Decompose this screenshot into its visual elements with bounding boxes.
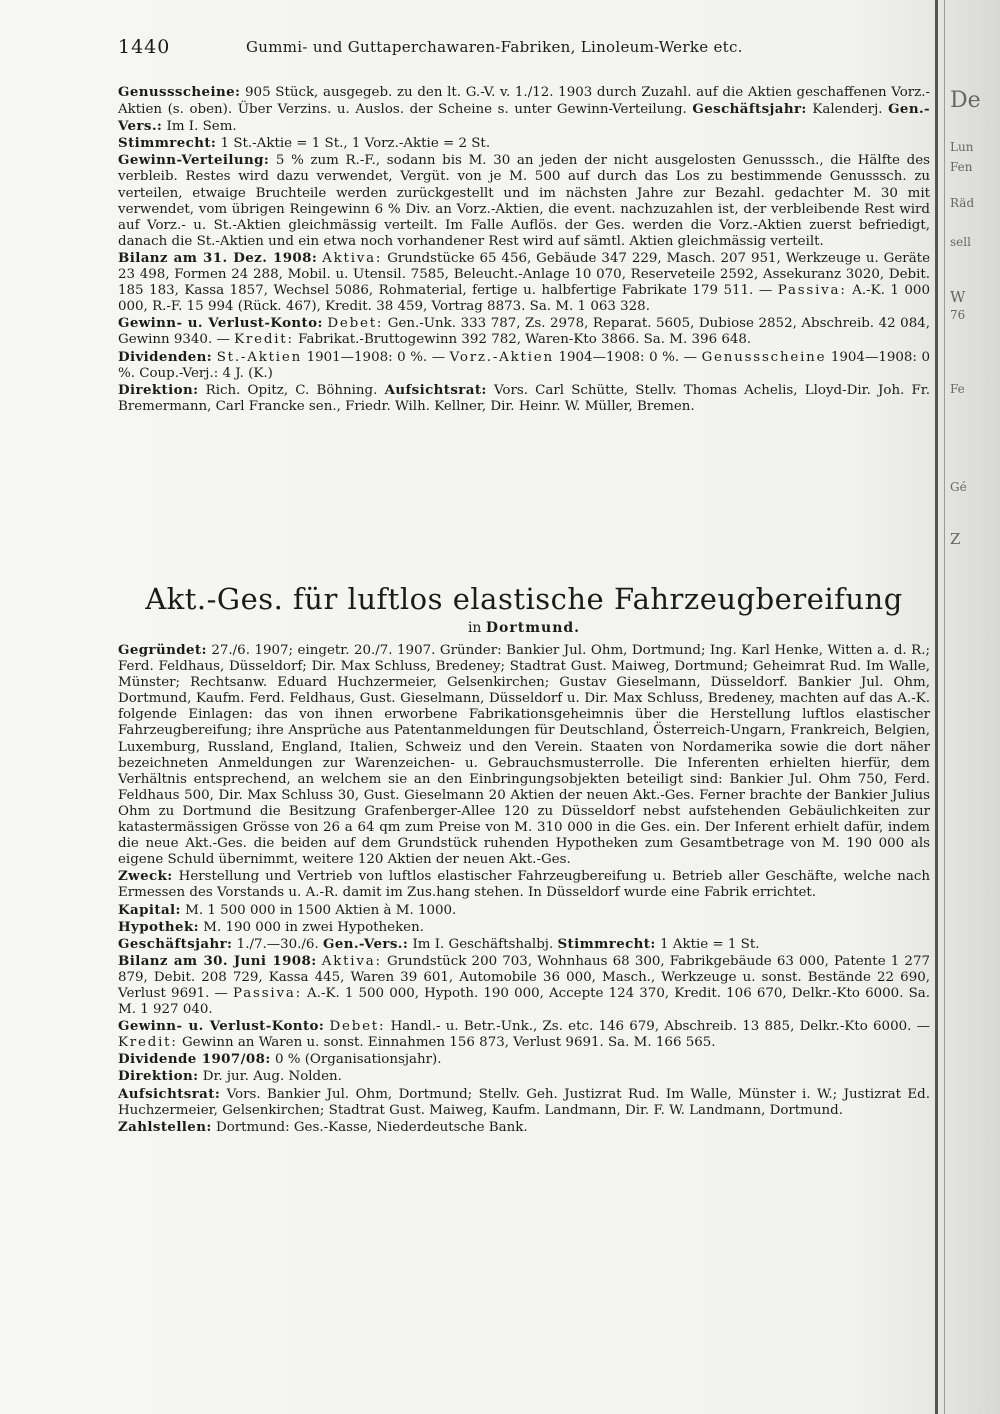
page-header (118, 36, 938, 60)
adjacent-page-fragment: Z (950, 530, 961, 548)
paragraph-kapital: Kapital: M. 1 500 000 in 1500 Aktien à M. 1000. (118, 901, 457, 918)
adjacent-page-fragment: Fen (950, 160, 973, 174)
paragraph-direktion: Direktion: Rich. Opitz, C. Böhning. Aufsichtsrat: Vors. Carl Schütte, Stellv. Thomas Achelis, Lloyd-Dir. Joh. Fr. Bremermann, Carl Francke sen., Friedr. Wilh. Kellner, Dir. Heinr. W. Müller, Bremen. (118, 381, 930, 414)
paragraph-dividenden: Dividenden: St.-Aktien 1901—1908: 0 %. — Vorz.-Aktien 1904—1908: 0 %. — Genussscheine 1904—1908: 0 %. Coup.-Verj.: 4 J. (K.) (118, 348, 930, 381)
paragraph-zahlstellen: Zahlstellen: Dortmund: Ges.-Kasse, Niederdeutsche Bank. (118, 1118, 528, 1135)
paragraph-direktion: Direktion: Dr. jur. Aug. Nolden. (118, 1068, 342, 1085)
paragraph-gewinnverteilung: Gewinn-Verteilung: 5 % zum R.-F., sodann bis M. 30 an jeden der nicht ausgelosten Genusssch., die Hälfte des verbleib. Restes wird dazu verwendet, Vergüt. von je M. 500 auf durch das Los zu bestimmende Genusssch. zu verteilen, etwaige Bruchteile werden zurückgestellt und im nächsten Jahre zur Bezahl. gedachter M. 30 mit verwendet, vom übrigen Reingewinn 6 % Div. an Vorz.-Aktien, die event. nachzuzahlen ist, der verbleibende Rest wird auf Vorz.- u. St.-Aktien gleichmässig verteilt. Im Falle Auflös. der Ges. werden die Vorz.-Aktien zuerst befriedigt, danach die St.-Aktien und ein etwa noch vorhandener Rest wird auf sämtl. Aktien gleichmässig verteilt. (118, 152, 930, 249)
adjacent-page-fragment: De (950, 88, 981, 113)
paragraph-gegruendet: Gegründet: 27./6. 1907; eingetr. 20./7. 1907. Gründer: Bankier Jul. Ohm, Dortmund; Ing. Karl Henke, Witten a. d. R.; Ferd. Feldhaus, Düsseldorf; Dir. Max Schluss, Bredeney; Stadtrat Gust. Maiweg, Dortmund; Geheimrat Rud. Im Walle, Münster; Rechtsanw. Eduard Huchzermeier, Gelsenkirchen; Gustav Gieselmann, Düsseldorf. Bankier Jul. Ohm, Dortmund, Kaufm. Ferd. Feldhaus, Gust. Gieselmann, Düsseldorf u. Dir. Max Schluss, Bredeney, machten auf das A.-K. folgende Einlagen: das von ihnen erworbene Fabrikationsgeheimnis über die Herstellung luftlos elastischer Fahrzeugbereifung; ihre Ansprüche aus Patentanmeldungen für Deutschland, Österreich-Ungarn, Frankreich, Belgien, Luxemburg, Russland, England, Italien, Schweiz und den Verein. Staaten von Nordamerika sowie die dort näher bezeichneten Anmeldungen zur Warenzeichen- u. Gebrauchsmusterrolle. Die Inferenten erhielten hierfür, dem Verhältnis entsprechend, an welchem sie an den Einbringungsobjekten beteiligt sind: Bankier Jul. Ohm 750, Ferd. Feldhaus 500, Dir. Max Schluss 30, Gust. Gieselmann 20 Aktien der neuen Akt.-Ges. Ferner brachte der Bankier Julius Ohm zu Dortmund die Besitzung Grafenberger-Allee 120 zu Düsseldorf nebst aufstehenden Gebäulichkeiten zur katastermässigen Grösse von 26 a 64 qm zum Preise von M. 310 000 in die Ges. ein. Der Inferent erhielt dafür, indem die neue Akt.-Ges. die beiden auf dem Grundstück ruhenden Hypotheken zum Gesamtbetrage von M. 190 000 als eigene Schuld übernimmt, weitere 120 Aktien der neuen Akt.-Ges. (118, 642, 931, 868)
company-location: in Dortmund. (467, 620, 581, 636)
paragraph-bilanz: Bilanz am 30. Juni 1908: Aktiva: Grundstück 200 703, Wohnhaus 68 300, Fabrikgebäude 63 000, Patente 1 277 879, Debit. 208 729, Kassa 445, Waren 39 601, Automobile 36 000, Masch., Werkzeuge u. sonst. Bestände 22 690, Verlust 9691. — Passiva: A.-K. 1 500 000, Hypoth. 190 000, Accepte 124 370, Kredit. 106 670, Delkr.-Kto 6000. Sa. M. 1 927 040. (118, 952, 930, 1018)
running-title: Gummi- und Guttaperchawaren-Fabriken, Linoleum-Werke etc. (246, 38, 743, 56)
company-entry-current (118, 642, 930, 1136)
adjacent-page-fragment: 76 (950, 308, 966, 322)
paragraph-hypothek: Hypothek: M. 190 000 in zwei Hypotheken. (118, 918, 424, 935)
paragraph-geschaeftsjahr: Geschäftsjahr: 1./7.—30./6. Gen.-Vers.: Im I. Geschäftshalbj. Stimmrecht: 1 Aktie = 1 St. (118, 935, 760, 952)
company-entry-previous (118, 84, 930, 415)
adjacent-page-fragment: Fe (950, 382, 965, 396)
adjacent-page-fragment: Gé (950, 480, 967, 494)
paragraph-gewinn-verlust: Gewinn- u. Verlust-Konto: Debet: Handl.- u. Betr.-Unk., Zs. etc. 146 679, Abschreib. 13 885, Delkr.-Kto 6000. — Kredit: Gewinn an Waren u. sonst. Einnahmen 156 873, Verlust 9691. Sa. M. 166 565. (118, 1018, 930, 1051)
adjacent-page-fragment: Räd (950, 196, 975, 210)
paragraph-stimmrecht: Stimmrecht: 1 St.-Aktie = 1 St., 1 Vorz.-Aktie = 2 St. (118, 135, 491, 152)
paragraph-dividende: Dividende 1907/08: 0 % (Organisationsjahr). (118, 1051, 442, 1068)
adjacent-page-fragment: Lun (950, 140, 974, 154)
paragraph-bilanz: Bilanz am 31. Dez. 1908: Aktiva: Grundstücke 65 456, Gebäude 347 229, Masch. 207 951, Werkzeuge u. Geräte 23 498, Formen 24 288, Mobil. u. Utensil. 7585, Beleucht.-Anlage 10 070, Reserveteile 2592, Assekuranz 3020, Debit. 185 183, Kassa 1857, Wechsel 5086, Rohmaterial, fertige u. halbfertige Fabrikate 179 511. — Passiva: A.-K. 1 000 000, R.-F. 15 994 (Rück. 467), Kredit. 38 459, Vortrag 8873. Sa. M. 1 063 328. (118, 249, 930, 315)
adjacent-page-fragment: sell (950, 235, 971, 249)
binding-edge (935, 0, 938, 1414)
binding-edge-secondary (944, 0, 945, 1414)
page-number: 1440 (118, 36, 171, 58)
paragraph-genussscheine: Genussscheine: 905 Stück, ausgegeb. zu den lt. G.-V. v. 1./12. 1903 durch Zuzahl. auf die Aktien geschaffenen Vorz.-Aktien (s. oben). Über Verzins. u. Auslos. der Scheine s. unter Gewinn-Verteilung. Geschäftsjahr: Kalenderj. Gen.-Vers.: Im I. Sem. (118, 84, 931, 135)
paragraph-gewinn-verlust: Gewinn- u. Verlust-Konto: Debet: Gen.-Unk. 333 787, Zs. 2978, Reparat. 5605, Dubiose 2852, Abschreib. 42 084, Gewinn 9340. — Kredit: Fabrikat.-Bruttogewinn 392 782, Waren-Kto 3866. Sa. M. 396 648. (118, 315, 930, 348)
adjacent-page-fragment: W (950, 288, 966, 306)
paragraph-zweck: Zweck: Herstellung und Vertrieb von luftlos elastischer Fahrzeugbereifung u. Betrieb aller Geschäfte, welche nach Ermessen des Vorstands u. A.-R. damit im Zus.hang stehen. In Düsseldorf wurde eine Fabrik errichtet. (118, 868, 930, 901)
paragraph-aufsichtsrat: Aufsichtsrat: Vors. Bankier Jul. Ohm, Dortmund; Stellv. Geh. Justizrat Rud. Im Walle, Münster i. W.; Justizrat Ed. Huchzermeier, Gelsenkirchen; Stadtrat Gust. Maiweg, Kaufm. Landmann, Dir. F. W. Landmann, Dortmund. (118, 1085, 930, 1118)
company-title: Akt.-Ges. für luftlos elastische Fahrzeugbereifung (145, 582, 903, 616)
